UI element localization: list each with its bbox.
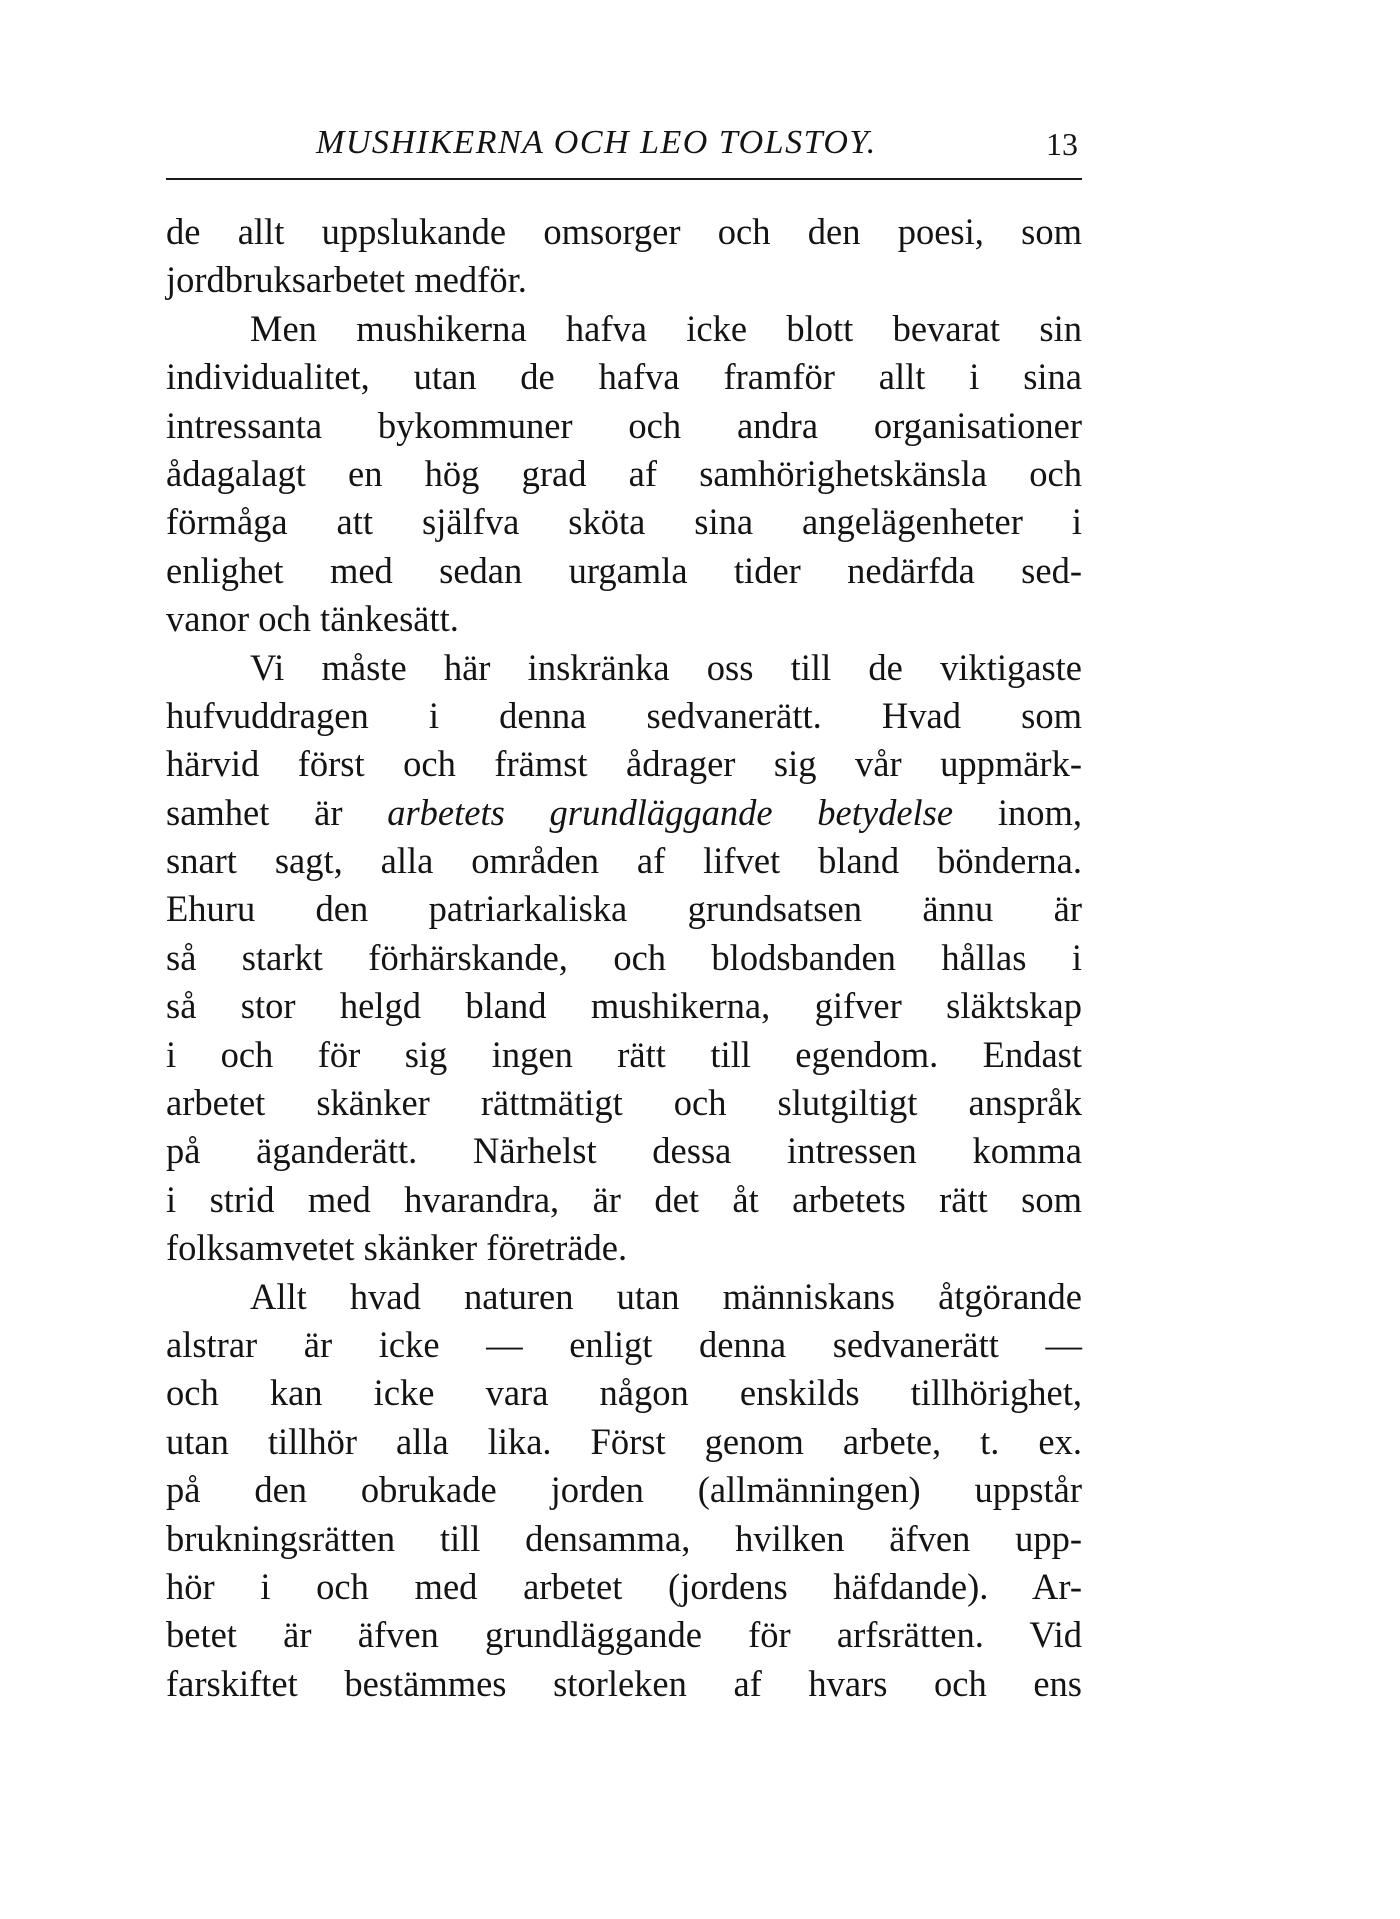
text-line: betet är äfven grundläggande för arfsrätten. Vid: [166, 1614, 1082, 1656]
text-line: ådagalagt en hög grad af samhörighetskänsla och: [166, 452, 1082, 494]
paragraph-first-line: Allt hvad naturen utan människans åtgörande: [250, 1275, 1082, 1317]
text-line: på den obrukade jorden (allmänningen) uppstår: [166, 1469, 1082, 1511]
text-line: i och för sig ingen rätt till egendom. Endast: [166, 1033, 1082, 1075]
paragraph-first-line: Vi måste här inskränka oss till de viktigaste: [250, 646, 1082, 688]
text-line: arbetet skänker rättmätigt och slutgiltigt anspråk: [166, 1082, 1082, 1124]
text-line: alstrar är icke — enligt denna sedvanerätt —: [166, 1323, 1082, 1365]
text-line-with-emphasis: [166, 789, 1082, 837]
text-line: på äganderätt. Närhelst dessa intressen komma: [166, 1130, 1082, 1172]
text-line: intressanta bykommuner och andra organisationer: [166, 404, 1082, 446]
text-line: utan tillhör alla lika. Först genom arbete, t. ex.: [166, 1420, 1082, 1462]
text-line: så starkt förhärskande, och blodsbanden hållas i: [166, 936, 1082, 978]
text-line: och kan icke vara någon enskilds tillhörighet,: [166, 1372, 1082, 1414]
running-head: [166, 118, 1082, 174]
text-line: förmåga att själfva sköta sina angelägenheter i: [166, 501, 1082, 543]
text-line: i strid med hvarandra, är det åt arbetets rätt som: [166, 1178, 1082, 1220]
text-line: de allt uppslukande omsorger och den poesi, som: [166, 211, 1082, 252]
running-title: MUSHIKERNA OCH LEO TOLSTOY.: [316, 124, 877, 161]
paragraph-first-line: Men mushikerna hafva icke blott bevarat sin: [250, 307, 1082, 349]
text-line: vanor och tänkesätt.: [166, 598, 459, 640]
text-segment: inom,: [953, 791, 1082, 833]
text-line: folksamvetet skänker företräde.: [166, 1227, 628, 1269]
text-line: snart sagt, alla områden af lifvet bland bönderna.: [166, 840, 1082, 882]
text-line: jordbruksarbetet medför.: [166, 259, 527, 301]
page-number: 13: [1046, 126, 1078, 162]
emphasized-phrase: arbetets grundläggande betydelse: [387, 791, 954, 833]
text-line: hufvuddragen i denna sedvanerätt. Hvad som: [166, 694, 1082, 736]
text-line: så stor helgd bland mushikerna, gifver släktskap: [166, 985, 1082, 1027]
body-text: [166, 208, 1082, 1708]
text-line: brukningsrätten till densamma, hvilken äfven upp-: [166, 1517, 1082, 1559]
text-segment: samhet är: [166, 791, 388, 833]
text-line: härvid först och främst ådrager sig vår uppmärk-: [166, 743, 1082, 785]
header-rule: [166, 178, 1082, 180]
text-line: hör i och med arbetet (jordens häfdande). Ar-: [166, 1565, 1082, 1607]
text-line: farskiftet bestämmes storleken af hvars och ens: [166, 1662, 1082, 1704]
text-line: Ehuru den patriarkaliska grundsatsen ännu är: [166, 888, 1082, 930]
text-line: individualitet, utan de hafva framför allt i sina: [166, 356, 1082, 398]
text-line: enlighet med sedan urgamla tider nedärfda sed-: [166, 549, 1082, 591]
